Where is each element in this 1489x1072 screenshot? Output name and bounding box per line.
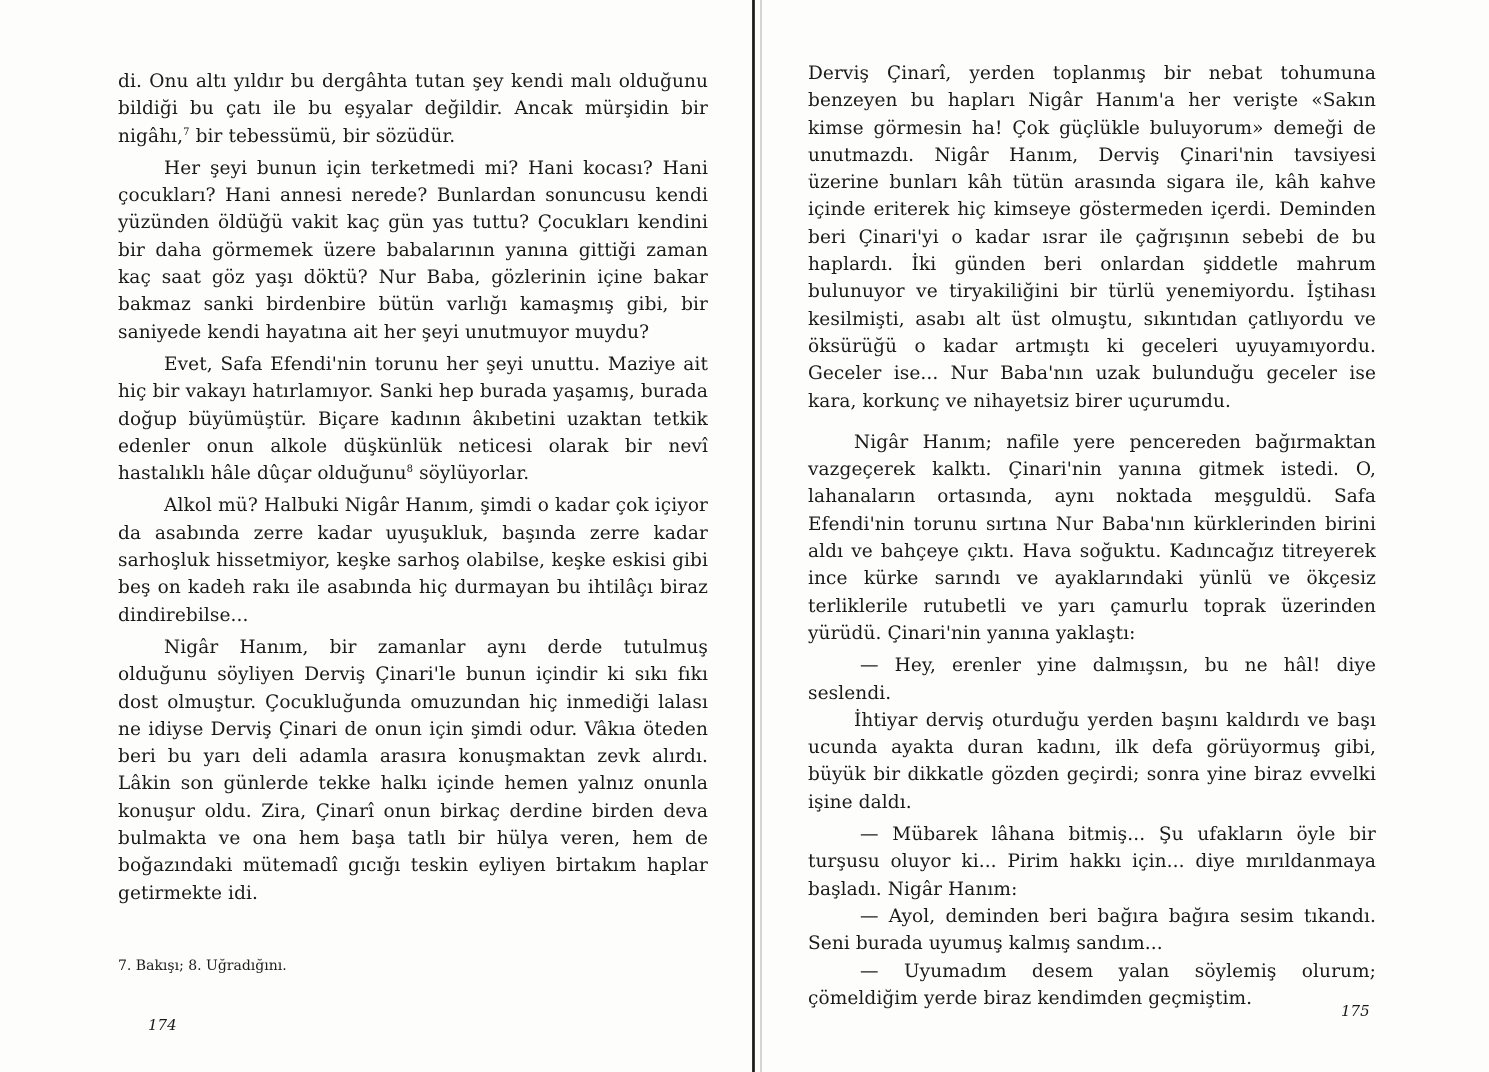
paragraph: Her şeyi bunun için terketmedi mi? Hani kocası? Hani çocukları? Hani annesi nerede? Bunlardan sonuncusu kendi yüzünden öldüğü vakit kaç gün yas tuttu? Çocukları kendini bir daha görmemek üzere babalarının yanına gittiği zaman kaç saat göz yaşı döktü? Nur Baba, gözlerinin içine bakar bakmaz sanki birdenbire bütün varlığı kamaşmış gibi, bir saniyede kendi hayatına ait her şeyi unutmuyor muydu?	[118, 157, 708, 343]
dialogue-line: — Mübarek lâhana bitmiş... Şu ufakların öyle bir turşusu oluyor ki... Pirim hakkı için... diye mırıldanmaya başladı. Nigâr Hanım:	[808, 824, 1376, 900]
gutter-shadow	[760, 0, 762, 1072]
right-page-body	[808, 60, 1376, 1012]
paragraph: Evet, Safa Efendi'nin torunu her şeyi unuttu. Maziye ait hiç bir vakayı hatırlamıyor. Sanki hep burada yaşamış, burada doğup büyümüştür. Biçare kadının âkıbetini uzaktan tetkik edenler onun alkole düşkünlük neticesi olarak bir nevî hastalıklı hâle dûçar olduğunu$^8$ söylüyorlar.	[118, 353, 708, 485]
paragraph: Nigâr Hanım, bir zamanlar aynı derde tutulmuş olduğunu söyliyen Derviş Çinari'le bunun içindir ki sıkı fıkı dost olmuştur. Çocukluğunda omuzundan hiç inmediği lalası ne idiyse Derviş Çinari de onun için şimdi odur. Vâkıa öteden beri bu yarı deli adamla arasıra konuşmaktan zevk alırdı. Lâkin son günlerde tekke halkı içinde hemen yalnız onunla konuşur oldu. Zira, Çinarî onun birkaç derdine birden deva bulmakta ve ona hem başa tatlı bir hülya veren, hem de boğazındaki mütemadî gıcığı teskin eyliyen birtakım haplar getirmekte idi.	[118, 636, 708, 904]
paragraph: Derviş Çinarî, yerden toplanmış bir nebat tohumuna benzeyen bu hapları Nigâr Hanım'a her verişte «Sakın kimse görmesin ha! Çok güçlükle buluyorum» demeği de unutmazdı. Nigâr Hanım, Derviş Çinari'nin tavsiyesi üzerine bunları kâh tütün arasında sigara ile, kâh kahve içinde eriterek hiç kimseye göstermeden içerdi. Deminden beri Çinari'yi o kadar ısrar ile çağrışının sebebi de bu haplardı. İki günden beri onlardan şiddetle mahrum bulunuyor ve tiryakiliğini bir türlü yenemiyordu. İştihası kesilmişti, asabı alt üst olmuştu, sıkıntıdan çatlıyordu ve öksürüğü o kadar artmıştı ki geceleri uyuyamıyordu. Geceler ise... Nur Baba'nın uzak bulunduğu geceler ise kara, korkunç ve nihayetsiz birer uçurumdu.	[808, 63, 1376, 412]
book-gutter	[752, 0, 755, 1072]
paragraph: Nigâr Hanım; nafile yere pencereden bağırmaktan vazgeçerek kalktı. Çinari'nin yanına gitmek istedi. O, lahanaların ortasında, aynı noktada meşguldü. Safa Efendi'nin torunu sırtına Nur Baba'nın kürklerinden birini aldı ve bahçeye çıktı. Hava soğuktu. Kadıncağız titreyerek ince kürke sarındı ve ayaklarındaki yünlü ve ökçesiz terliklerile rutubetli ve yarı çamurlu toprak üzerinden yürüdü. Çinari'nin yanına yaklaştı:	[808, 431, 1376, 644]
paragraph: İhtiyar derviş oturduğu yerden başını kaldırdı ve başı ucunda ayakta duran kadını, ilk defa görüyormuş gibi, büyük bir dikkatle gözden geçirdi; sonra yine biraz evvelki işine daldı.	[808, 709, 1376, 813]
footnote-ref: 8	[406, 464, 414, 475]
left-page-body	[118, 68, 708, 912]
page-number: 174	[148, 1016, 177, 1034]
dialogue-line: — Ayol, deminden beri bağıra bağıra sesim tıkandı. Seni burada uyumuş kalmış sandım...	[808, 905, 1376, 955]
paragraph: Alkol mü? Halbuki Nigâr Hanım, şimdi o kadar çok içiyor da asabında zerre kadar uyuşukluk, başında zerre kadar sarhoşluk hissetmiyor, keşke sarhoş olabilse, keşke eskisi gibi beş on kadeh rakı ile asabında hiç durmayan bu ihtilâçı biraz dindirebilse...	[118, 495, 708, 626]
dialogue-line: — Uyumadım desem yalan söylemiş olurum; çömeldiğim yerde biraz kendimden geçmiştim.	[808, 960, 1376, 1009]
footnote-ref: 7	[183, 126, 190, 138]
page-number: 175	[1341, 1002, 1370, 1020]
dialogue-line: — Hey, erenler yine dalmışsın, bu ne hâl! diye seslendi.	[808, 655, 1376, 704]
paragraph: di. Onu altı yıldır bu dergâhta tutan şey kendi malı olduğunu bildiği bu çatı ile bu eşyalar değildir. Ancak mürşidin bir nigâhı,$^7$ bir tebessümü, bir sözüdür.	[118, 71, 708, 147]
footnote: 7. Bakışı; 8. Uğradığını.	[118, 958, 287, 974]
